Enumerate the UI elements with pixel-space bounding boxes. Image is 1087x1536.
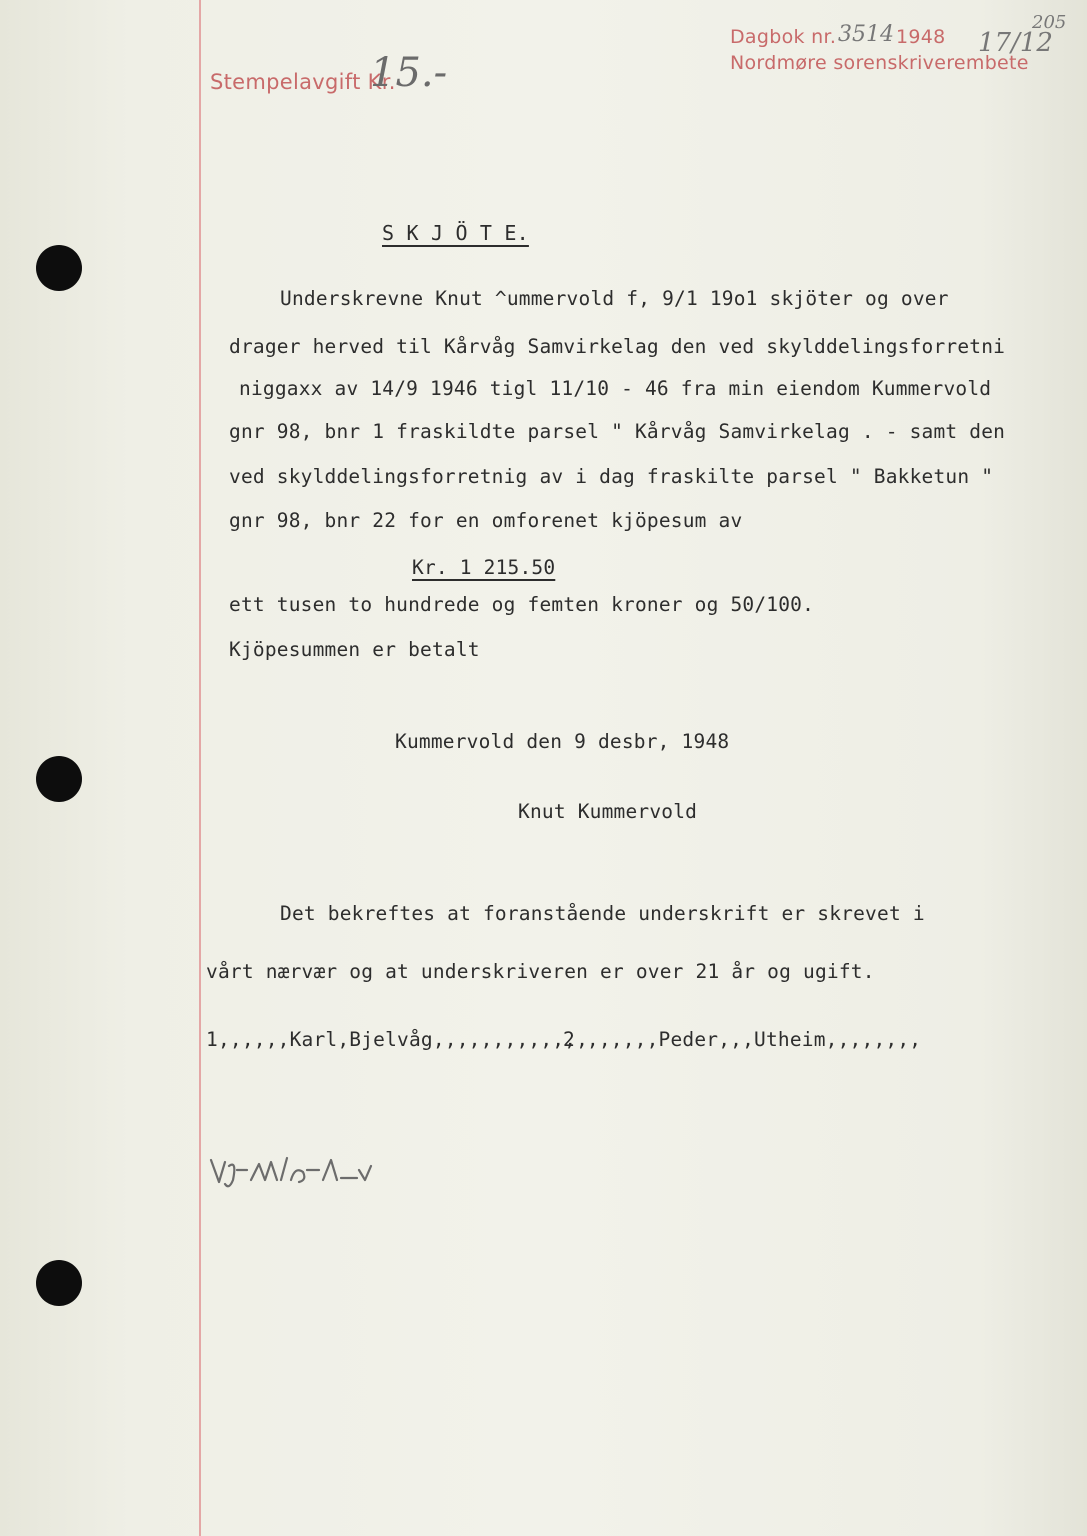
witness-statement: vårt nærvær og at underskriveren er over 21 år og ugift.	[206, 960, 875, 983]
dagbok-year: 1948	[896, 26, 946, 48]
margin-line	[199, 0, 201, 1536]
office-stamp: Nordmøre sorenskriverembete	[730, 52, 1029, 74]
stamp-fee-label: Stempelavgift Kr.	[210, 70, 396, 94]
dagbok-date: 17/12	[978, 28, 1053, 58]
place-date: Kummervold den 9 desbr, 1948	[395, 730, 730, 753]
stamp-fee-value: 15.-	[370, 50, 448, 96]
punch-hole-icon	[36, 1260, 82, 1306]
punch-hole-icon	[36, 756, 82, 802]
page-number: 205	[1032, 12, 1067, 33]
dagbok-label: Dagbok nr.	[730, 26, 837, 48]
paid-statement: Kjöpesummen er betalt	[229, 638, 480, 661]
signatory: Knut Kummervold	[518, 800, 698, 823]
document-title: S K J Ö T E.	[382, 221, 529, 245]
punch-hole-icon	[36, 245, 82, 291]
body-line: drager herved til Kårvåg Samvirkelag den ved skylddelingsforretni	[229, 335, 1006, 358]
dagbok-number: 3514	[838, 22, 894, 47]
body-line: Underskrevne Knut ^ummervold f, 9/1 19o1 skjöter og over	[280, 287, 949, 310]
amount: Kr. 1 215.50	[412, 556, 556, 579]
witness-2: 2 ,,,,,,Peder,,,Utheim,,,,,,,,	[563, 1028, 922, 1051]
body-line: gnr 98, bnr 1 fraskildte parsel " Kårvåg Samvirkelag . - samt den	[229, 420, 1006, 443]
amount-words: ett tusen to hundrede og femten kroner og 50/100.	[229, 593, 815, 616]
body-line: gnr 98, bnr 22 for en omforenet kjöpesum av	[229, 509, 743, 532]
body-line: ved skylddelingsforretnig av i dag fraskilte parsel " Bakketun "	[229, 465, 994, 488]
witness-statement: Det bekreftes at foranstående underskrift er skrevet i	[280, 902, 925, 925]
witness-1: 1,,,,,,Karl,Bjelvåg,,,,,,,,,,,,,	[206, 1028, 589, 1051]
handwritten-signature	[207, 1150, 407, 1190]
body-line: niggaxx av 14/9 1946 tigl 11/10 - 46 fra min eiendom Kummervold	[239, 377, 992, 400]
